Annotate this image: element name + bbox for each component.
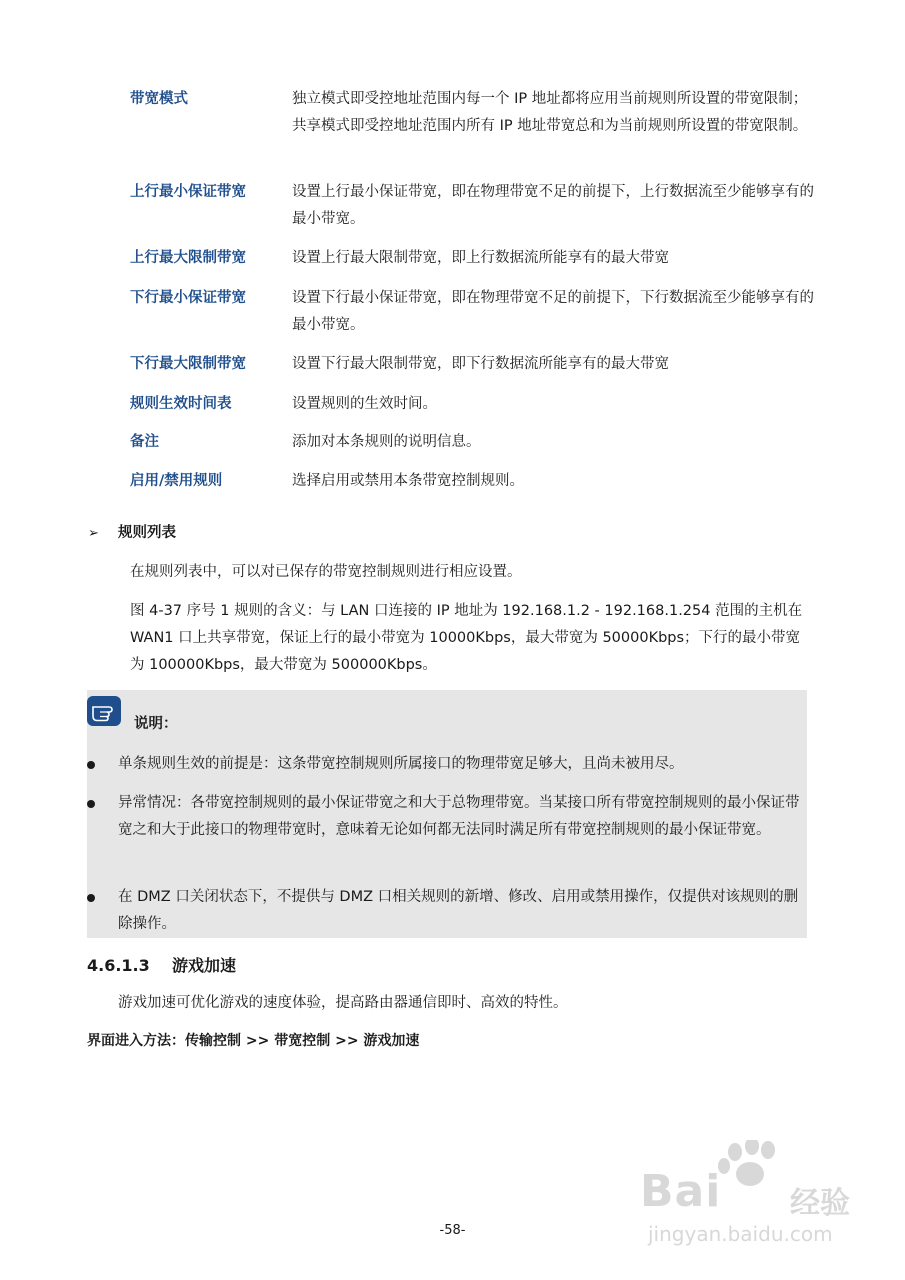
desc-bandwidth-mode: 独立模式即受控地址范围内每一个 IP 地址都将应用当前规则所设置的带宽限制；共享模式即受控地址范围内所有 IP 地址带宽总和为当前规则所设置的带宽限制。 bbox=[292, 91, 808, 134]
pointing-hand-icon bbox=[87, 696, 121, 726]
desc-up-min: 设置上行最小保证带宽，即在物理带宽不足的前提下，上行数据流至少能够享有的最小带宽。 bbox=[292, 184, 814, 227]
term-remark: 备注 bbox=[130, 434, 159, 450]
bullet-dot bbox=[87, 761, 95, 769]
section-title: 游戏加速 bbox=[172, 956, 237, 975]
term-up-max: 上行最大限制带宽 bbox=[130, 250, 246, 266]
term-down-min: 下行最小保证带宽 bbox=[130, 290, 246, 306]
nav-path: 界面进入方法：传输控制 >> 带宽控制 >> 游戏加速 bbox=[87, 1033, 420, 1049]
desc-down-max: 设置下行最大限制带宽，即下行数据流所能享有的最大带宽 bbox=[292, 356, 669, 372]
desc-remark: 添加对本条规则的说明信息。 bbox=[292, 434, 481, 450]
desc-up-max: 设置上行最大限制带宽，即上行数据流所能享有的最大带宽 bbox=[292, 250, 669, 266]
bullet-dot bbox=[87, 894, 95, 902]
watermark-url: jingyan.baidu.com bbox=[648, 1222, 833, 1246]
rule-list-heading: 规则列表 bbox=[118, 525, 176, 541]
note-bullet-2: 异常情况：各带宽控制规则的最小保证带宽之和大于总物理带宽。当某接口所有带宽控制规则的最小保证带宽之和大于此接口的物理带宽时，意味着无论如何都无法同时满足所有带宽控制规则的最小保证带宽。 bbox=[118, 795, 800, 838]
section-number: 4.6.1.3 bbox=[87, 956, 150, 975]
watermark-brand: Bai bbox=[640, 1166, 722, 1217]
rule-list-para1: 在规则列表中，可以对已保存的带宽控制规则进行相应设置。 bbox=[130, 564, 522, 580]
watermark-brand2: 经验 bbox=[790, 1186, 850, 1221]
rule-list-para2: 图 4-37 序号 1 规则的含义：与 LAN 口连接的 IP 地址为 192.168.1.2 - 192.168.1.254 范围的主机在 WAN1 口上共享带宽，保证上行的最小带宽为 10000Kbps，最大带宽为 50000Kbps；下行的最小带宽为 100000Kbps，最大带宽为 500000Kbps。 bbox=[130, 603, 803, 673]
baidu-watermark bbox=[640, 1140, 870, 1250]
term-enable: 启用/禁用规则 bbox=[130, 473, 223, 489]
note-title: 说明： bbox=[134, 716, 178, 732]
section-intro: 游戏加速可优化游戏的速度体验，提高路由器通信即时、高效的特性。 bbox=[118, 995, 568, 1011]
term-schedule: 规则生效时间表 bbox=[130, 396, 232, 412]
term-down-max: 下行最大限制带宽 bbox=[130, 356, 246, 372]
desc-down-min: 设置下行最小保证带宽，即在物理带宽不足的前提下，下行数据流至少能够享有的最小带宽。 bbox=[292, 290, 814, 333]
desc-schedule: 设置规则的生效时间。 bbox=[292, 396, 437, 412]
note-bullet-3: 在 DMZ 口关闭状态下，不提供与 DMZ 口相关规则的新增、修改、启用或禁用操作，仅提供对该规则的删除操作。 bbox=[118, 889, 799, 932]
page-number: -58- bbox=[439, 1223, 466, 1238]
bullet-dot bbox=[87, 800, 95, 808]
desc-enable: 选择启用或禁用本条带宽控制规则。 bbox=[292, 473, 524, 489]
arrow-bullet-icon: ➢ bbox=[88, 526, 99, 541]
term-up-min: 上行最小保证带宽 bbox=[130, 184, 246, 200]
note-bullet-1: 单条规则生效的前提是：这条带宽控制规则所属接口的物理带宽足够大，且尚未被用尽。 bbox=[118, 756, 684, 772]
term-bandwidth-mode: 带宽模式 bbox=[130, 91, 188, 107]
